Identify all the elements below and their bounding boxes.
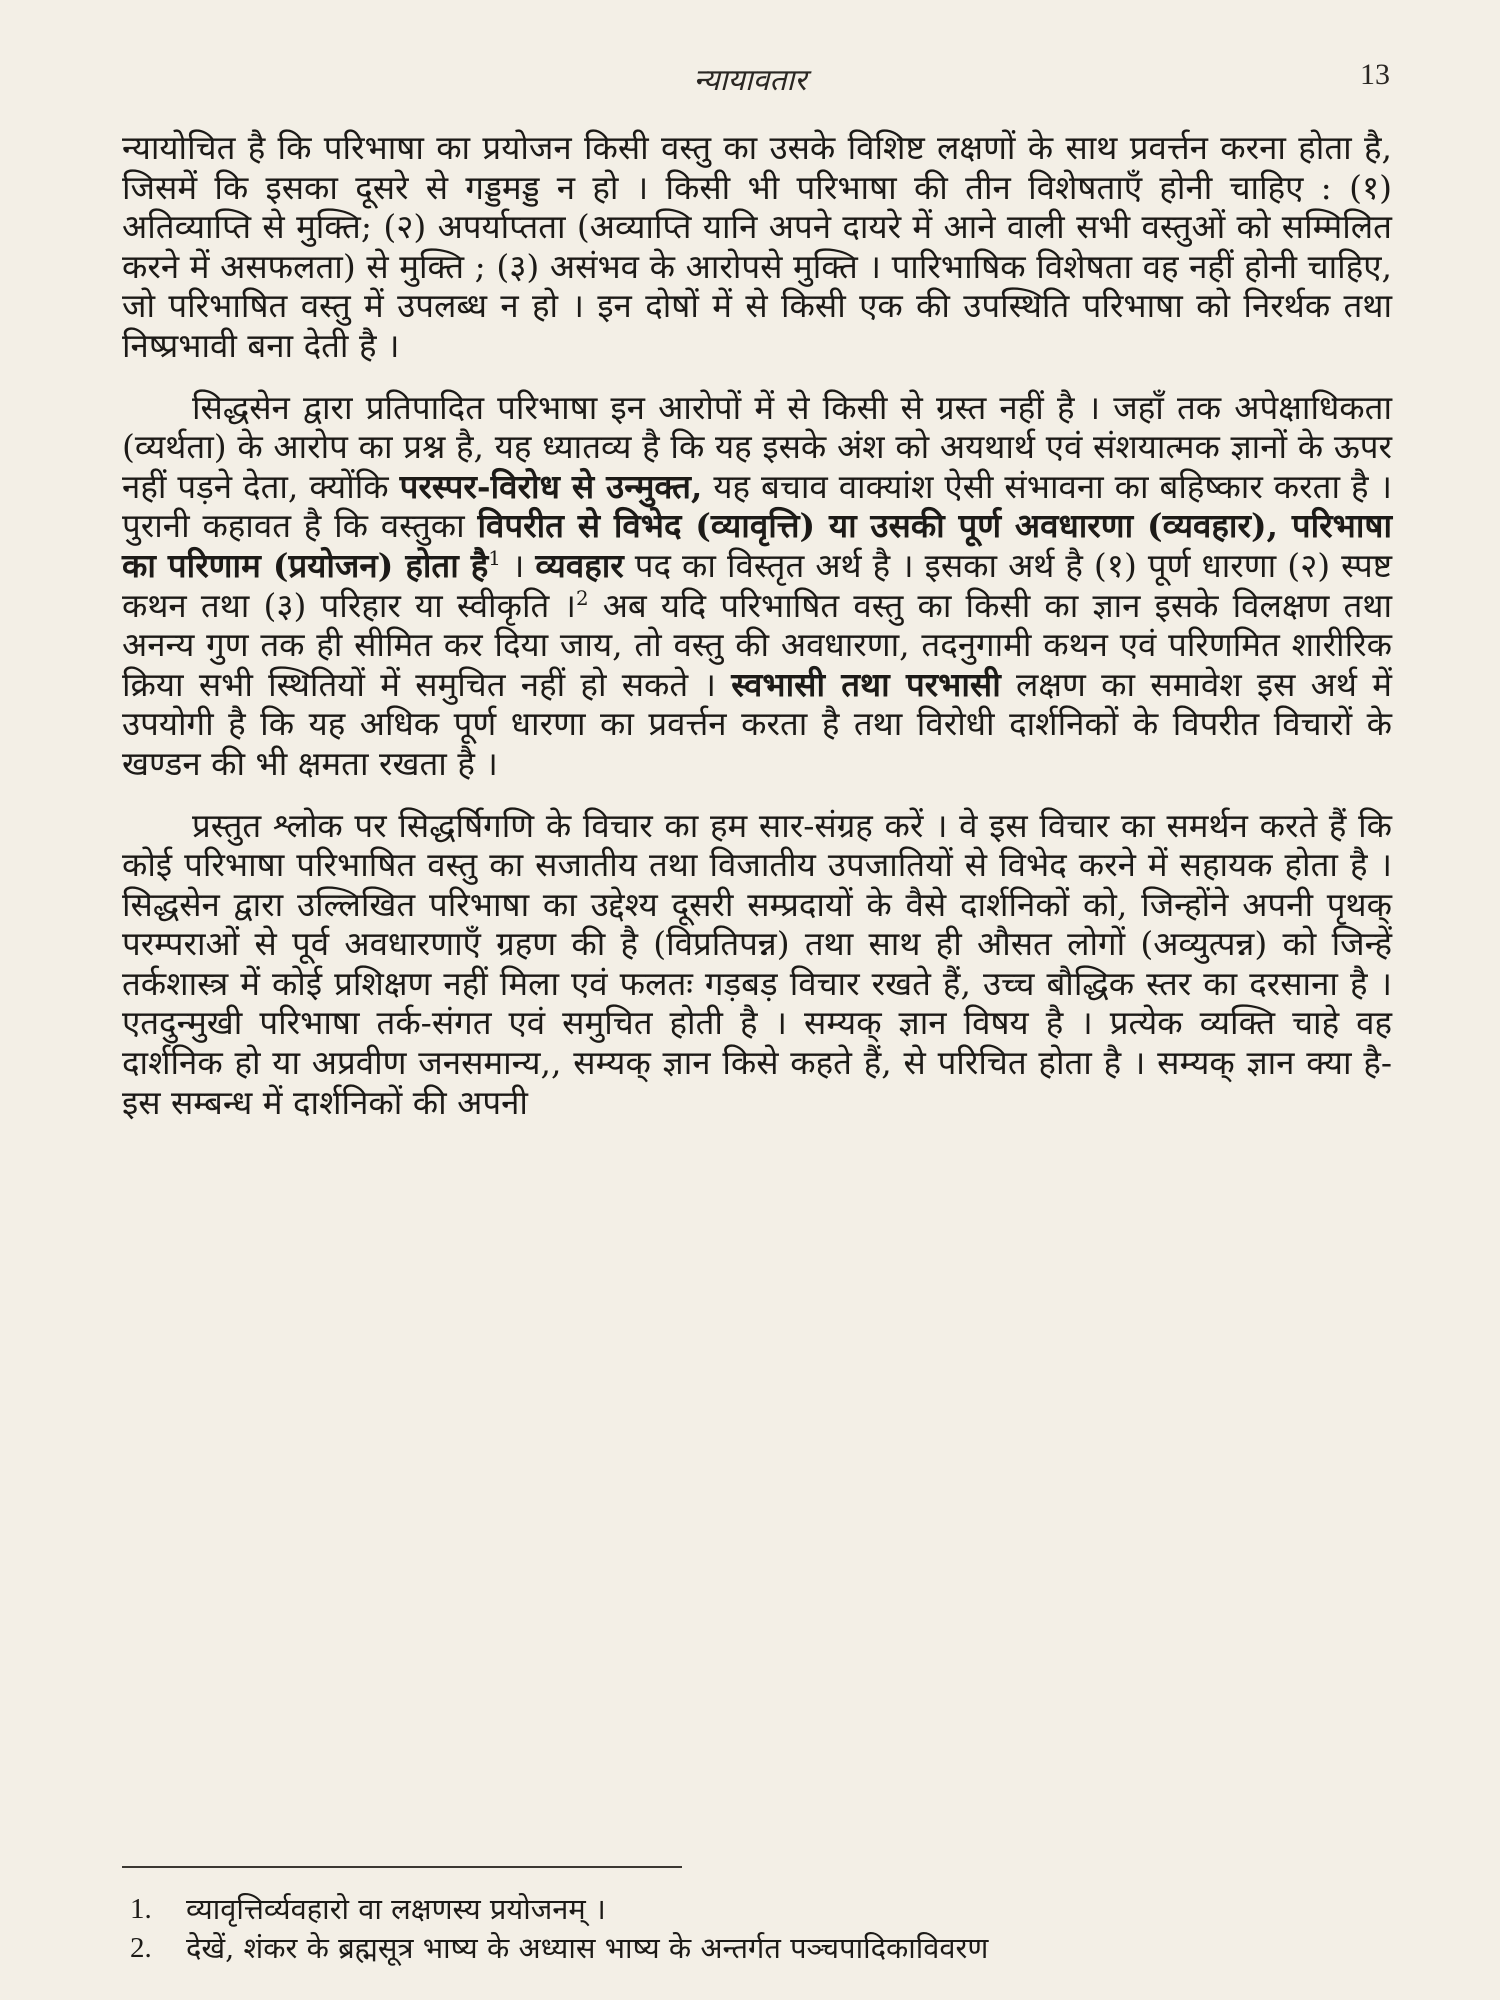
text-run: न्यायोचित है कि परिभाषा का प्रयोजन किसी वस्तु का उसके विशिष्ट लक्षणों के साथ प्रवर्त्तन करना होता है, जिसमें कि इसका दूसरे से गड्डमड्ड न हो । किसी भी परिभाषा की तीन विशेषताएँ होनी चाहिए : (१) अतिव्याप्ति से मुक्ति; (२) अपर्याप्तता (अव्याप्ति यानि अपने दायरे में आने वाली सभी वस्तुओं को सम्मिलित करने में असफलता) से मुक्ति ; (३) असंभव के आरोपसे मुक्ति । पारिभाषिक विशेषता वह नहीं होनी चाहिए, जो परिभाषित वस्तु में उपलब्ध न हो । इन दोषों में से किसी एक की उपस्थिति परिभाषा को निरर्थक तथा निष्प्रभावी बना देती है । [122,128,1392,365]
footnote-text: व्यावृत्तिर्व्यवहारो वा लक्षणस्य प्रयोजनम् । [186,1892,606,1926]
footnote-text: देखें, शंकर के ब्रह्मसूत्र भाष्य के अध्यास भाष्य के अन्तर्गत पञ्चपादिकाविवरण [186,1931,989,1966]
footnote-divider [122,1866,682,1868]
bold-phrase: व्यवहार [535,545,624,585]
text-run: यह बचाव वाक्यांश ऐसी संभावना का बहिष्कार करता है । पुरानी कहावत है कि वस्तुका [122,466,1392,546]
footnote-ref-1: 1 [488,546,501,570]
text-run: सिद्धसेन द्वारा प्रतिपादित परिभाषा इन आरोपों में से किसी से ग्रस्त नहीं है । जहाँ तक अपेक्षाधिकता (व्यर्थता) के आरोप का प्रश्न है, यह ध्यातव्य है कि यह इसके अंश को अयथार्थ एवं संशयात्मक ज्ञानों के ऊपर नहीं पड़ने देता, क्योंकि [122,387,1392,506]
text-run: लक्षण का समावेश इस अर्थ में उपयोगी है कि यह अधिक पूर्ण धारणा का प्रवर्त्तन करता है तथा विरोधी दार्शनिकों के विपरीत विचारों के खण्डन की भी क्षमता रखता है । [122,664,1392,783]
bold-phrase: परस्पर-विरोध से उन्मुक्त, [399,466,703,506]
paragraph-2 [122,388,1392,784]
text-run: अब यदि परिभाषित वस्तु का किसी का ज्ञान इसके विलक्षण तथा अनन्य गुण तक ही सीमित कर दिया जाय, तो वस्तु की अवधारणा, तदनुगामी कथन एवं परिणमित शारीरिक क्रिया सभी स्थितियों में समुचित नहीं हो सकते । [122,585,1392,704]
body-text [122,128,1392,1144]
paragraph-3 [122,806,1392,1123]
footnote-number: 1. [130,1893,152,1925]
text-run: पद का विस्तृत अर्थ है । इसका अर्थ है (१) पूर्ण धारणा (२) स्पष्ट कथन तथा (३) परिहार या स्वीकृति । [122,545,1392,625]
page-number: 13 [1360,58,1390,91]
text-run: । [500,545,536,585]
text-run: प्रस्तुत श्लोक पर सिद्धर्षिगणि के विचार का हम सार-संग्रह करें । वे इस विचार का समर्थन करते हैं कि कोई परिभाषा परिभाषित वस्तु का सजातीय तथा विजातीय उपजातियों से विभेद करने में सहायक होता है । सिद्धसेन द्वारा उल्लिखित परिभाषा का उद्देश्य दूसरी सम्प्रदायों के वैसे दार्शनिकों को, जिन्होंने अपनी पृथक् परम्पराओं से पूर्व अवधारणाएँ ग्रहण की है (विप्रतिपन्न) तथा साथ ही औसत लोगों (अव्युत्पन्न) को जिन्हें तर्कशास्त्र में कोई प्रशिक्षण नहीं मिला एवं फलतः गड़बड़ विचार रखते हैं, उच्च बौद्धिक स्तर का दरसाना है । एतदुन्मुखी परिभाषा तर्क-संगत एवं समुचित होती है । सम्यक् ज्ञान विषय है । प्रत्येक व्यक्ति चाहे वह दार्शनिक हो या अप्रवीण जनसमान्य,, सम्यक् ज्ञान किसे कहते हैं, से परिचित होता है । सम्यक् ज्ञान क्या है- इस सम्बन्ध में दार्शनिकों की अपनी [122,805,1392,1122]
footnote-ref-2: 2 [575,586,589,610]
running-title: न्यायावतार [693,63,807,98]
footnotes [130,1890,1380,1968]
footnote-number: 2. [130,1932,152,1965]
footnote-1 [130,1890,1380,1929]
bold-phrase: स्वभासी तथा परभासी [731,664,1001,704]
paragraph-1 [122,128,1392,366]
bold-phrase: विपरीत से विभेद (व्यावृत्ति) या उसकी पूर्ण अवधारणा (व्यवहार), परिभाषा का परिणाम (प्रयोजन) होता है [122,506,1392,585]
footnote-2 [130,1929,1380,1968]
